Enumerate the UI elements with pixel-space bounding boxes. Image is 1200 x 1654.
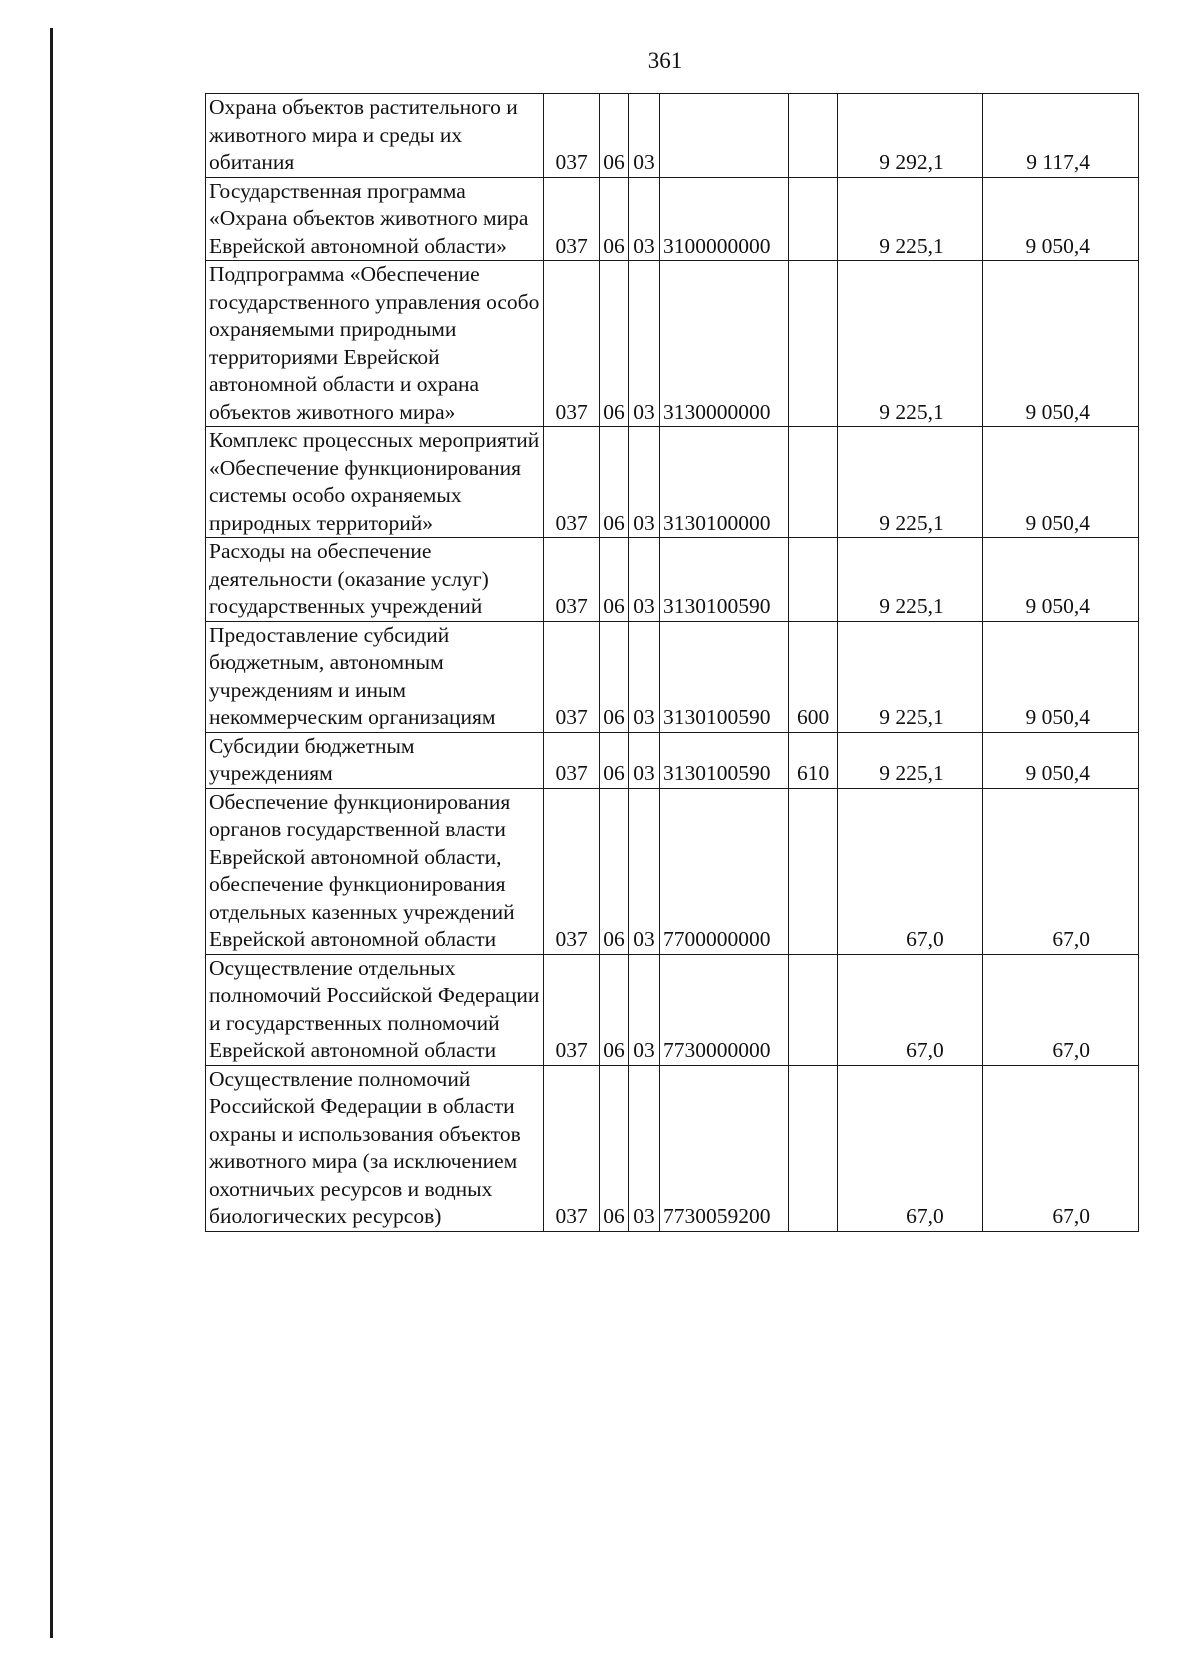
table-row (206, 94, 1139, 178)
expense-name-cell: Обеспечение функционирования органов государственной власти Еврейской автономной области, обеспечение функционирования отдельных казенных учреждений Еврейской автономной области (206, 788, 544, 954)
table-row (206, 788, 1139, 954)
table-row (206, 732, 1139, 788)
expense-type-cell (789, 94, 838, 178)
section-code-cell: 06 (600, 1065, 629, 1231)
amount-year1-cell: 9 225,1 (837, 427, 982, 538)
section-code-cell: 06 (600, 427, 629, 538)
amount-year2-cell: 9 050,4 (982, 177, 1138, 261)
subsection-code-cell: 03 (629, 1065, 660, 1231)
target-article-cell: 3130100590 (660, 621, 789, 732)
amount-year1-cell: 9 225,1 (837, 538, 982, 622)
expense-type-cell (789, 954, 838, 1065)
ministry-code-cell: 037 (544, 1065, 600, 1231)
expense-name-cell: Расходы на обеспечение деятельности (оказание услуг) государственных учреждений (206, 538, 544, 622)
table-row (206, 621, 1139, 732)
amount-year2-cell: 9 050,4 (982, 261, 1138, 427)
ministry-code-cell: 037 (544, 538, 600, 622)
amount-year2-cell: 67,0 (982, 788, 1138, 954)
target-article-cell (660, 94, 789, 178)
ministry-code-cell: 037 (544, 261, 600, 427)
binding-edge-line (50, 28, 53, 1638)
section-code-cell: 06 (600, 954, 629, 1065)
ministry-code-cell: 037 (544, 177, 600, 261)
table-row (206, 538, 1139, 622)
section-code-cell: 06 (600, 94, 629, 178)
ministry-code-cell: 037 (544, 94, 600, 178)
expense-type-cell (789, 177, 838, 261)
expense-name-cell: Охрана объектов растительного и животного мира и среды их обитания (206, 94, 544, 178)
ministry-code-cell: 037 (544, 621, 600, 732)
expense-type-cell (789, 788, 838, 954)
expense-type-cell (789, 1065, 838, 1231)
ministry-code-cell: 037 (544, 788, 600, 954)
target-article-cell: 7730000000 (660, 954, 789, 1065)
target-article-cell: 3130000000 (660, 261, 789, 427)
ministry-code-cell: 037 (544, 427, 600, 538)
expense-name-cell: Государственная программа «Охрана объектов животного мира Еврейской автономной области» (206, 177, 544, 261)
target-article-cell: 7700000000 (660, 788, 789, 954)
budget-table (205, 93, 1139, 1232)
amount-year2-cell: 67,0 (982, 954, 1138, 1065)
subsection-code-cell: 03 (629, 427, 660, 538)
target-article-cell: 3130100000 (660, 427, 789, 538)
amount-year2-cell: 9 050,4 (982, 538, 1138, 622)
expense-name-cell: Осуществление полномочий Российской Федерации в области охраны и использования объектов животного мира (за исключением охотничьих ресурсов и водных биологических ресурсов) (206, 1065, 544, 1231)
section-code-cell: 06 (600, 177, 629, 261)
ministry-code-cell: 037 (544, 732, 600, 788)
amount-year1-cell: 67,0 (837, 788, 982, 954)
page-number: 361 (647, 48, 683, 73)
amount-year1-cell: 9 225,1 (837, 261, 982, 427)
table-row (206, 427, 1139, 538)
amount-year2-cell: 67,0 (982, 1065, 1138, 1231)
section-code-cell: 06 (600, 621, 629, 732)
expense-name-cell: Подпрограмма «Обеспечение государственного управления особо охраняемыми природными территориями Еврейской автономной области и охрана объектов животного мира» (206, 261, 544, 427)
subsection-code-cell: 03 (629, 621, 660, 732)
subsection-code-cell: 03 (629, 732, 660, 788)
amount-year2-cell: 9 050,4 (982, 621, 1138, 732)
table-row (206, 1065, 1139, 1231)
section-code-cell: 06 (600, 538, 629, 622)
expense-type-cell: 600 (789, 621, 838, 732)
amount-year2-cell: 9 050,4 (982, 732, 1138, 788)
subsection-code-cell: 03 (629, 94, 660, 178)
expense-name-cell: Осуществление отдельных полномочий Российской Федерации и государственных полномочий Еврейской автономной области (206, 954, 544, 1065)
amount-year1-cell: 67,0 (837, 954, 982, 1065)
target-article-cell: 3130100590 (660, 732, 789, 788)
expense-name-cell: Комплекс процессных мероприятий «Обеспечение функционирования системы особо охраняемых природных территорий» (206, 427, 544, 538)
expense-type-cell (789, 538, 838, 622)
amount-year1-cell: 9 225,1 (837, 732, 982, 788)
section-code-cell: 06 (600, 732, 629, 788)
amount-year1-cell: 9 292,1 (837, 94, 982, 178)
target-article-cell: 3130100590 (660, 538, 789, 622)
expense-name-cell: Предоставление субсидий бюджетным, автономным учреждениям и иным некоммерческим организациям (206, 621, 544, 732)
expense-type-cell (789, 261, 838, 427)
amount-year2-cell: 9 050,4 (982, 427, 1138, 538)
table-row (206, 177, 1139, 261)
subsection-code-cell: 03 (629, 538, 660, 622)
subsection-code-cell: 03 (629, 177, 660, 261)
ministry-code-cell: 037 (544, 954, 600, 1065)
table-row (206, 261, 1139, 427)
table-body (206, 94, 1139, 1232)
expense-type-cell (789, 427, 838, 538)
target-article-cell: 7730059200 (660, 1065, 789, 1231)
amount-year1-cell: 67,0 (837, 1065, 982, 1231)
target-article-cell: 3100000000 (660, 177, 789, 261)
section-code-cell: 06 (600, 261, 629, 427)
amount-year1-cell: 9 225,1 (837, 177, 982, 261)
subsection-code-cell: 03 (629, 788, 660, 954)
expense-name-cell: Субсидии бюджетным учреждениям (206, 732, 544, 788)
table-row (206, 954, 1139, 1065)
amount-year2-cell: 9 117,4 (982, 94, 1138, 178)
expense-type-cell: 610 (789, 732, 838, 788)
section-code-cell: 06 (600, 788, 629, 954)
amount-year1-cell: 9 225,1 (837, 621, 982, 732)
subsection-code-cell: 03 (629, 261, 660, 427)
subsection-code-cell: 03 (629, 954, 660, 1065)
